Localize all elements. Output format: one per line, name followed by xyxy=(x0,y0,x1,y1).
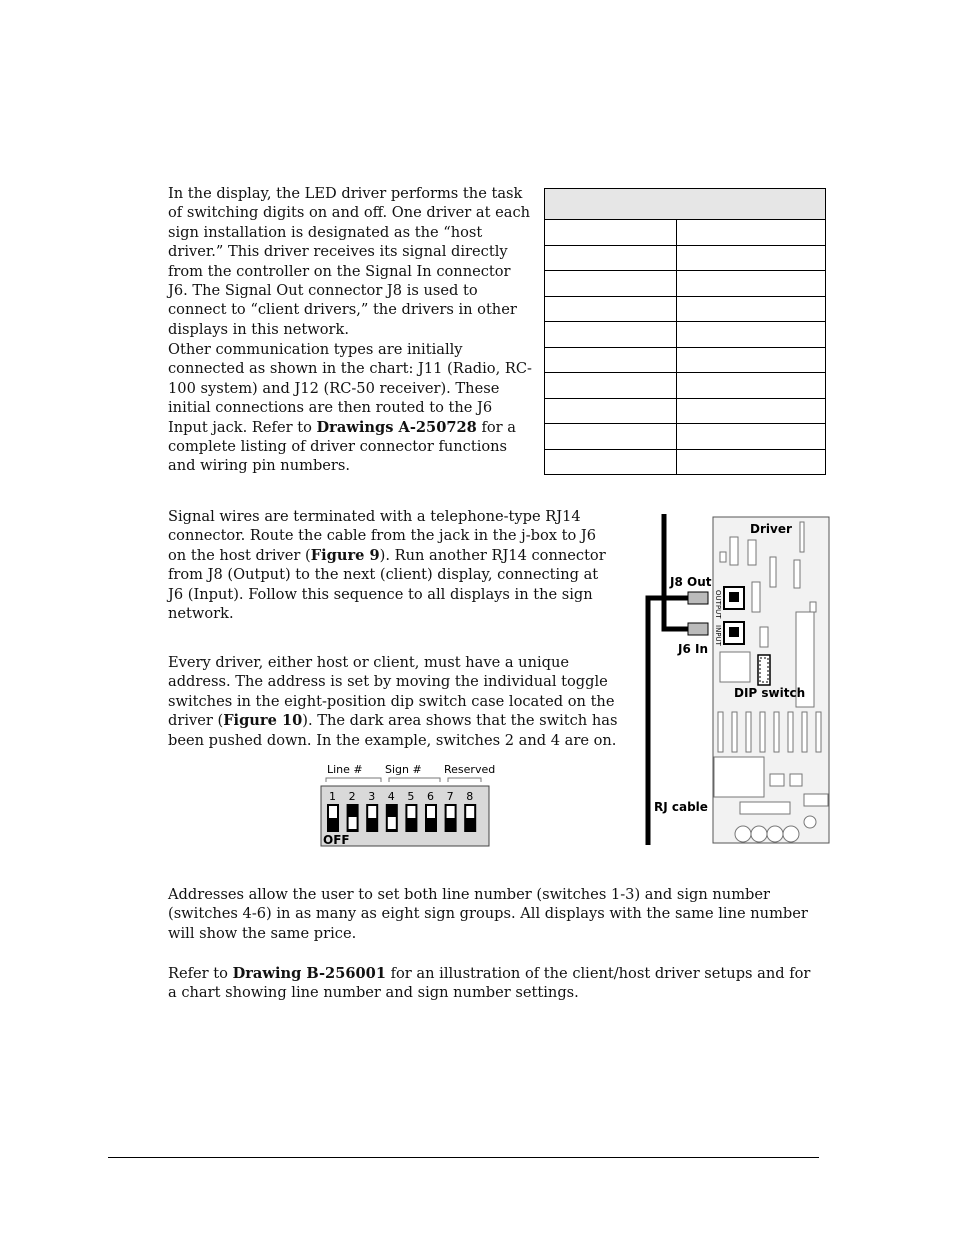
chart-cell xyxy=(545,347,677,373)
chart-row xyxy=(545,245,826,271)
board-dip-switch xyxy=(758,655,770,685)
paragraph-addresses: Addresses allow the user to set both line number (switches 1-3) and sign number (switches 4-6) in as many as eight sign groups. All displays with the same line number will show the same price. xyxy=(168,886,808,942)
chart-cell xyxy=(677,296,826,322)
chart-cell xyxy=(677,322,826,348)
switch-number: 3 xyxy=(368,790,376,803)
chart-row xyxy=(545,347,826,373)
p3-text-pre: Signal wires are terminated with a telephone-type RJ14 connector. Route the cable from the jack in the j-box to J6 on the host driver ( xyxy=(168,508,597,564)
dip-switch-label: DIP switch xyxy=(734,686,806,700)
chart-cell xyxy=(677,220,826,246)
p6-text-post: for an illustration of the client/host driver setups and for a chart showing line number and sign number settings. xyxy=(168,965,811,1002)
chart-cell xyxy=(677,373,826,399)
j8-out-label: J8 Out xyxy=(670,575,712,589)
chart-row xyxy=(545,322,826,348)
chart-cell xyxy=(677,271,826,297)
p2-text-pre: Other communication types are initially connected as shown in the chart: J11 (Radio, RC-100 system) and J12 (RC-50 receiver). These initial connections are then routed to the J6 Input jack. Refer to xyxy=(168,341,532,436)
driver-board-figure xyxy=(640,512,832,846)
p4-text-pre: Every driver, either host or client, must have a unique address. The address is set by moving the individual toggle switches in the eight-position dip switch case located on the driver ( xyxy=(168,654,615,730)
switch-toggle xyxy=(368,806,376,818)
line-group-label: Line # xyxy=(327,763,363,776)
paragraph-drawing-reference xyxy=(168,964,818,1003)
group-brackets xyxy=(326,778,481,782)
switch-toggle xyxy=(407,806,415,818)
driver-title-label: Driver xyxy=(750,522,792,536)
chart-row xyxy=(545,271,826,297)
chart-cell xyxy=(545,296,677,322)
paragraph-driver-address xyxy=(168,653,618,750)
drawing-reference-a250728: Drawings A-250728 xyxy=(316,418,477,436)
output-jack-text: OUTPUT xyxy=(714,590,722,619)
footer-rule xyxy=(108,1157,819,1158)
chart-row xyxy=(545,449,826,475)
switch-toggle xyxy=(349,817,357,829)
switch-number: 5 xyxy=(407,790,415,803)
figure-reference-10: Figure 10 xyxy=(223,712,303,730)
chart-header-cell xyxy=(545,189,826,220)
chart-cell xyxy=(545,271,677,297)
p6-text-pre: Refer to xyxy=(168,965,233,982)
chart-cell xyxy=(545,449,677,475)
chart-header-row xyxy=(545,189,826,220)
connector-chart xyxy=(544,188,826,475)
switch-number: 1 xyxy=(329,790,336,803)
switch-number: 8 xyxy=(466,790,474,803)
chart-cell xyxy=(545,245,677,271)
sign-group-label: Sign # xyxy=(385,763,422,776)
figure-reference-9: Figure 9 xyxy=(310,546,380,564)
switch-toggle xyxy=(329,806,337,818)
rj-cable-lines xyxy=(648,514,692,845)
chart-cell xyxy=(545,220,677,246)
paragraph-communication-types xyxy=(168,340,533,476)
chart-row xyxy=(545,220,826,246)
chart-row xyxy=(545,398,826,424)
p3-text-post: ). Run another RJ14 connector from J8 (Output) to the next (client) display, connecting at J6 (Input). Follow this sequence to all displays in the sign network. xyxy=(168,546,606,623)
switch-number: 7 xyxy=(446,790,454,803)
chart-cell xyxy=(677,245,826,271)
switch-toggle xyxy=(466,806,474,818)
reserved-group-label: Reserved xyxy=(444,763,496,776)
p2-text-post: for a complete listing of driver connector functions and wiring pin numbers. xyxy=(168,418,516,475)
chart-cell xyxy=(677,347,826,373)
chart-cell xyxy=(545,373,677,399)
chart-cell xyxy=(677,449,826,475)
p4-text-post: ). The dark area shows that the switch has been pushed down. In the example, switches 2 and 4 are on. xyxy=(168,712,618,749)
switch-number: 2 xyxy=(348,790,356,803)
chart-row xyxy=(545,296,826,322)
switch-toggle xyxy=(447,806,455,818)
rj-cable-label: RJ cable xyxy=(654,800,708,814)
switch-toggle xyxy=(427,806,435,818)
off-label: OFF xyxy=(323,833,350,847)
chart-cell xyxy=(677,424,826,450)
chart-row xyxy=(545,373,826,399)
paragraph-led-driver: In the display, the LED driver performs the task of switching digits on and off. One driver at each sign installation is designated as the “host driver.” This driver receives its signal directly from the controller on the Signal In connector J6. The Signal Out connector J8 is used to connect to “client drivers,” the drivers in other displays in this network. xyxy=(168,185,531,338)
switch-number: 4 xyxy=(387,790,395,803)
drawing-reference-b256001: Drawing B-256001 xyxy=(232,965,386,982)
j6-in-label: J6 In xyxy=(678,642,708,656)
chart-cell xyxy=(545,424,677,450)
switch-number: 6 xyxy=(427,790,434,803)
dip-switch-figure xyxy=(319,760,501,848)
chart-cell xyxy=(545,322,677,348)
input-jack-text: INPUT xyxy=(714,625,722,646)
chart-cell xyxy=(545,398,677,424)
paragraph-signal-wires xyxy=(168,507,613,623)
chart-row xyxy=(545,424,826,450)
switch-toggle xyxy=(388,817,396,829)
chart-cell xyxy=(677,398,826,424)
